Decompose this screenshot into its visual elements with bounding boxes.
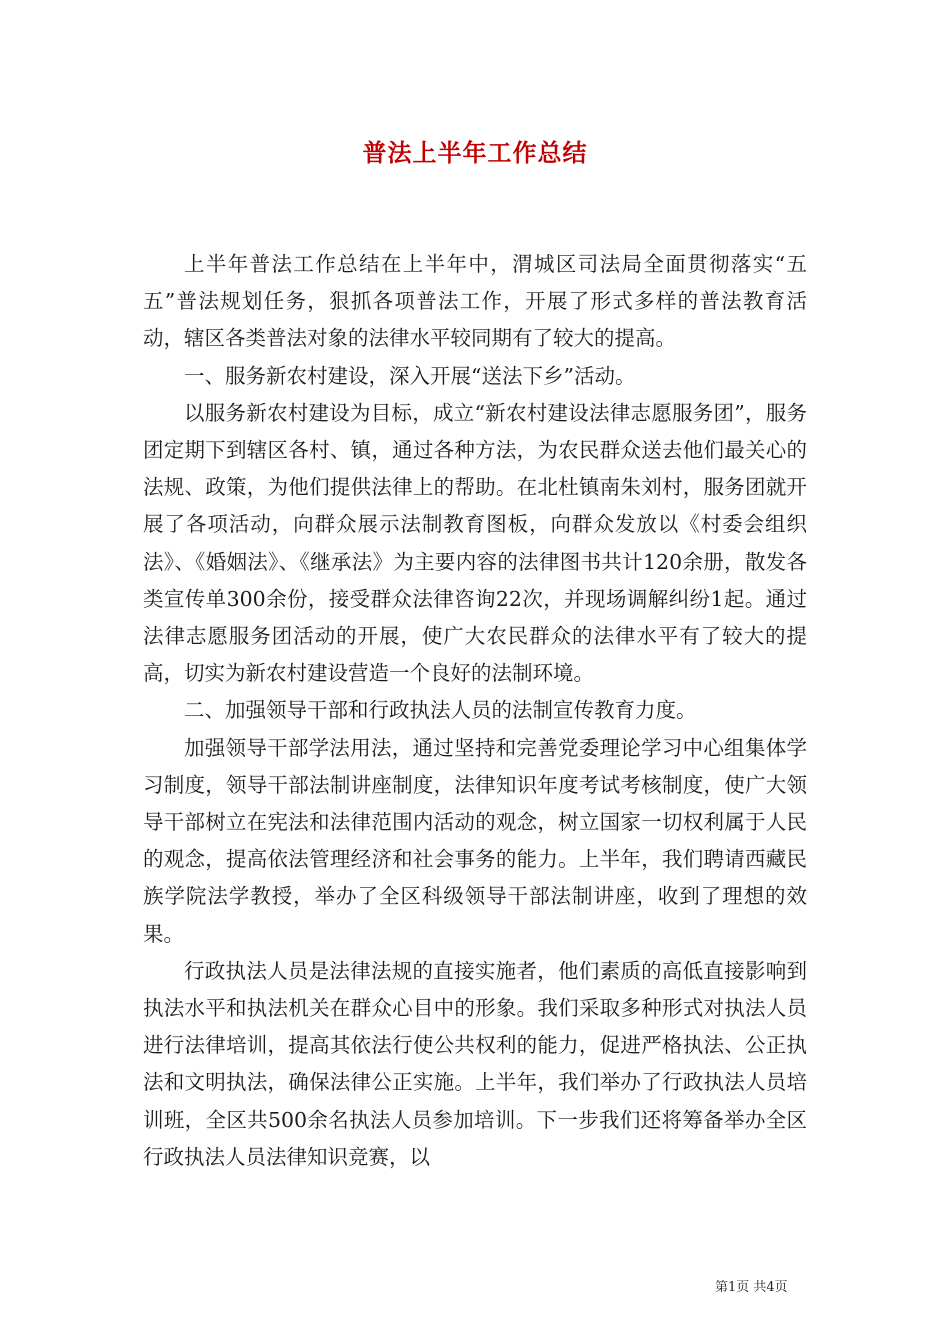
section-heading-1: 一、服务新农村建设，深入开展“送法下乡”活动。 [184, 363, 636, 388]
paragraph-intro: 上半年普法工作总结在上半年中，渭城区司法局全面贯彻落实“五五”普法规划任务，狠抓各项普法工作，开展了形式多样的普法教育活动，辖区各类普法对象的法律水平较同期有了较大的提高。 [143, 252, 807, 351]
document-title: 普法上半年工作总结 [362, 138, 588, 167]
paragraph-section-2a: 加强领导干部学法用法，通过坚持和完善党委理论学习中心组集体学习制度，领导干部法制讲座制度，法律知识年度考试考核制度，使广大领导干部树立在宪法和法律范围内活动的观念，树立国家一切权利属于人民的观念，提高依法管理经济和社会事务的能力。上半年，我们聘请西藏民族学院法学教授，举办了全区科级领导干部法制讲座，收到了理想的效果。 [143, 735, 807, 946]
document-body [143, 246, 807, 1176]
paragraph-section-1: 以服务新农村建设为目标，成立“新农村建设法律志愿服务团”，服务团定期下到辖区各村、镇，通过各种方法，为农民群众送去他们最关心的法规、政策，为他们提供法律上的帮助。在北杜镇南朱刘村，服务团就开展了各项活动，向群众展示法制教育图板，向群众发放以《村委会组织法》、《婚姻法》、《继承法》为主要内容的法律图书共计120余册，散发各类宣传单300余份，接受群众法律咨询22次，并现场调解纠纷1起。通过法律志愿服务团活动的开展，使广大农民群众的法律水平有了较大的提高，切实为新农村建设营造一个良好的法制环境。 [143, 400, 807, 686]
page-number: 第1页 共4页 [715, 1280, 788, 1295]
section-heading-2: 二、加强领导干部和行政执法人员的法制宣传教育力度。 [184, 698, 697, 723]
paragraph-section-2b: 行政执法人员是法律法规的直接实施者，他们素质的高低直接影响到执法水平和执法机关在群众心目中的形象。我们采取多种形式对执法人员进行法律培训，提高其依法行使公共权利的能力，促进严格执法、公正执法和文明执法，确保法律公正实施。上半年，我们举办了行政执法人员培训班，全区共500余名执法人员参加培训。下一步我们还将筹备举办全区行政执法人员法律知识竞赛，以 [143, 958, 807, 1169]
